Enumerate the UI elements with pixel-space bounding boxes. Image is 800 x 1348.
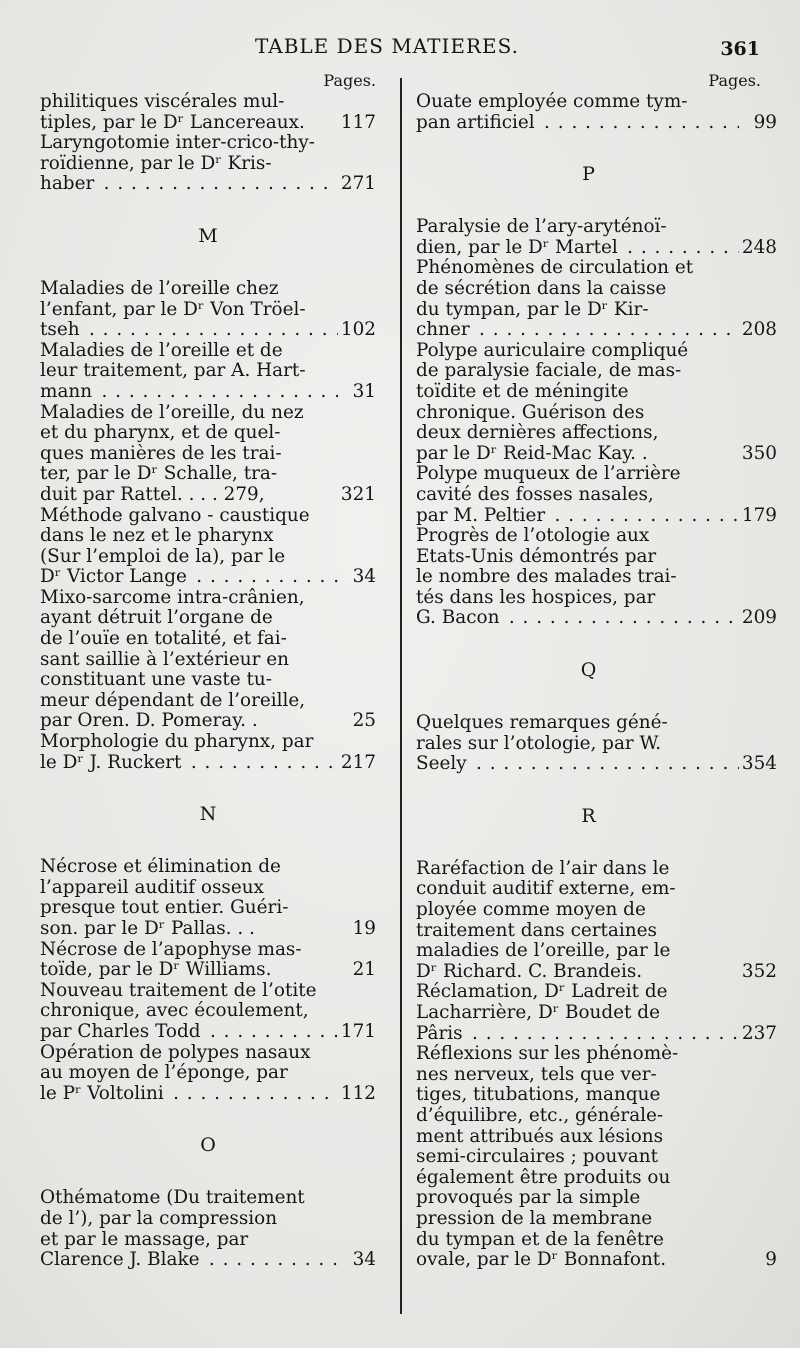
entry-page-number: 25	[352, 710, 376, 732]
entry-line: de l’), par la compression	[40, 1207, 278, 1229]
entry-last-line	[40, 1082, 376, 1105]
entry-line: semi-circulaires ; pouvant	[416, 1146, 658, 1168]
section-letter-p: P	[582, 163, 595, 186]
section-letter-q: Q	[580, 659, 597, 682]
entry-page-number: 9	[765, 1249, 777, 1271]
entry-line: Méthode galvano - caustique	[40, 504, 310, 526]
entry-line: presque tout entier. Guéri-	[40, 897, 289, 919]
dot-leader	[205, 1022, 338, 1043]
section-letter-r: R	[581, 804, 596, 827]
entry-line: Etats-Unis démontrés par	[416, 545, 657, 567]
index-entry	[416, 525, 777, 629]
index-entry	[416, 339, 777, 465]
entry-line: et du pharynx, et de quel-	[40, 422, 281, 444]
entry-line: toïdite et de méningite	[416, 380, 629, 402]
index-entry	[40, 92, 376, 133]
entry-last-line	[416, 960, 777, 983]
dot-leader	[471, 754, 739, 775]
entry-group	[416, 91, 777, 133]
index-entry	[416, 712, 777, 775]
entry-page-number: 117	[340, 111, 376, 133]
entry-last-text: chner	[416, 319, 470, 341]
entry-line: Lacharrière, Dʳ Boudet de	[416, 1002, 660, 1023]
entry-line: chronique. Guérison des	[416, 401, 645, 423]
entry-line: Maladies de l’oreille chez	[40, 277, 279, 299]
entry-last-text: par M. Peltier	[416, 504, 546, 526]
index-entry	[40, 588, 376, 732]
entry-line: chronique, avec écoulement,	[40, 1000, 309, 1022]
entry-line: Maladies de l’oreille, du nez	[40, 401, 304, 423]
entry-last-line	[416, 111, 777, 134]
dot-leader	[96, 382, 338, 403]
entry-last-text: Pâris	[416, 1022, 463, 1044]
entry-last-text: haber	[40, 173, 95, 195]
entry-page-number: 99	[753, 111, 777, 133]
index-entry	[40, 1043, 376, 1105]
entry-last-text: Clarence J. Blake	[40, 1249, 200, 1271]
entry-last-line	[40, 1249, 376, 1271]
index-entry	[416, 216, 777, 258]
entry-group	[40, 857, 376, 1104]
entry-page-number: 112	[340, 1082, 376, 1104]
entry-line: ques manières de les trai-	[40, 442, 282, 464]
entry-line: l’enfant, par le Dʳ Von Tröel-	[40, 298, 306, 320]
entry-line: leur traitement, par A. Hart-	[40, 360, 306, 382]
dot-leader	[474, 320, 739, 341]
index-entry	[40, 857, 376, 939]
entry-line: dans le nez et le pharynx	[40, 525, 274, 547]
dot-leader	[191, 567, 338, 588]
entry-line: provoqués par la simple	[416, 1187, 641, 1209]
entry-page-number: 102	[340, 319, 376, 341]
entry-line: de paralysie faciale, de mas-	[416, 360, 682, 382]
entry-line: philitiques viscérales mul-	[40, 91, 285, 112]
entry-line: Raréfaction de l’air dans le	[416, 857, 670, 879]
entry-line: Quelques remarques géné-	[416, 712, 668, 734]
entry-last-text: Dʳ Richard. C. Brandeis.	[416, 960, 643, 982]
entry-last-line	[416, 442, 777, 465]
index-entry	[40, 403, 376, 506]
entry-last-text: le Pʳ Voltolini	[40, 1082, 164, 1104]
index-entry	[40, 506, 376, 588]
entry-line: conduit auditif externe, em-	[416, 878, 676, 900]
entry-group	[416, 712, 777, 775]
entry-line: l’appareil auditif osseux	[40, 876, 264, 898]
index-entry	[416, 857, 777, 983]
entry-line: Progrès de l’otologie aux	[416, 525, 650, 547]
entry-line: ment attribués aux lésions	[416, 1125, 664, 1147]
entry-line: constituant une vaste tu-	[40, 669, 272, 691]
entry-line: Polype auriculaire compliqué	[416, 339, 689, 361]
entry-line: et par le massage, par	[40, 1228, 249, 1250]
entry-group	[416, 857, 777, 1271]
entry-last-text: toïde, par le Dʳ Williams.	[40, 959, 272, 981]
dot-leader	[204, 1250, 339, 1271]
entry-last-line	[416, 1022, 777, 1045]
entry-last-line	[40, 111, 376, 134]
entry-group	[40, 279, 376, 773]
entry-page-number: 21	[352, 959, 376, 981]
dot-leader	[84, 320, 338, 341]
entry-last-line	[416, 607, 777, 629]
entry-last-line	[40, 319, 376, 341]
entry-line: Morphologie du pharynx, par	[40, 731, 314, 753]
entry-line: Phénomènes de circulation et	[416, 257, 694, 279]
entry-last-line	[40, 483, 376, 506]
index-entry	[416, 463, 777, 526]
entry-line: roïdienne, par le Dʳ Kris-	[40, 152, 272, 174]
entry-last-line	[416, 236, 777, 259]
entry-line: nes nerveux, tels que ver-	[416, 1063, 657, 1085]
entry-last-text: dien, par le Dʳ Martel	[416, 236, 618, 258]
entry-page-number: 209	[741, 607, 777, 629]
section-letter-m: M	[198, 224, 218, 247]
entry-page-number: 352	[741, 960, 777, 982]
entry-last-line	[40, 959, 376, 981]
entry-last-line	[40, 918, 376, 940]
entry-line: tés dans les hospices, par	[416, 586, 656, 608]
entry-page-number: 19	[352, 918, 376, 939]
entry-last-text: par Oren. D. Pomeray. .	[40, 710, 258, 732]
entry-last-text: Seely	[416, 753, 467, 775]
entry-page-number: 350	[741, 442, 777, 464]
entry-line: de sécrétion dans la caisse	[416, 277, 667, 299]
section-letter-n: N	[199, 803, 217, 826]
section-letter-o: O	[200, 1134, 216, 1157]
entry-line: de l’ouïe en totalité, et fai-	[40, 628, 287, 650]
entry-line: cavité des fosses nasales,	[416, 483, 654, 505]
entry-page-number: 217	[340, 751, 376, 773]
entry-last-line	[40, 380, 376, 403]
dot-leader	[503, 608, 739, 629]
entry-line: Paralysie de l’ary-aryténoï-	[416, 216, 667, 238]
pages-label: Pages.	[323, 71, 376, 90]
pages-label: Pages.	[708, 71, 761, 90]
entry-line: deux dernières affections,	[416, 422, 659, 444]
index-entry	[40, 1188, 376, 1270]
entry-last-line	[416, 504, 777, 527]
entry-page-number: 321	[340, 483, 376, 505]
entry-page-number: 171	[340, 1020, 376, 1042]
dot-leader	[98, 174, 338, 195]
entry-line: Polype muqueux de l’arrière	[416, 463, 681, 485]
entry-line: Laryngotomie inter-crico-thy-	[40, 132, 315, 154]
entry-line: du tympan, par le Dʳ Kir-	[416, 298, 649, 320]
entry-last-text: le Dʳ J. Ruckert	[40, 751, 182, 773]
entry-page-number: 248	[741, 236, 777, 258]
entry-last-text: ovale, par le Dʳ Bonnafont.	[416, 1249, 667, 1271]
entry-last-line	[40, 751, 376, 774]
dot-leader	[185, 753, 338, 774]
entry-line: Maladies de l’oreille et de	[40, 339, 283, 361]
entry-last-text: G. Bacon	[416, 607, 500, 629]
entry-line: Réflexions sur les phénomè-	[416, 1043, 679, 1065]
index-entry	[40, 133, 376, 195]
entry-line: au moyen de l’éponge, par	[40, 1062, 288, 1084]
running-title: TABLE DES MATIERES.	[255, 34, 519, 58]
index-entry	[416, 91, 777, 133]
entry-line: Nouveau traitement de l’otite	[40, 979, 317, 1001]
left-column	[40, 70, 376, 1271]
entry-line: meur dépendant de l’oreille,	[40, 689, 306, 711]
entry-line: Opération de polypes nasaux	[40, 1041, 311, 1063]
entry-page-number: 34	[352, 1249, 376, 1271]
entry-page-number: 31	[352, 380, 376, 402]
entry-last-text: mann	[40, 380, 93, 402]
entry-line: Ouate employée comme tym-	[416, 91, 688, 112]
entry-last-line	[416, 1249, 777, 1271]
entry-line: (Sur l’emploi de la), par le	[40, 545, 286, 567]
entry-last-text: par le Dʳ Reid-Mac Kay. .	[416, 442, 648, 464]
entry-last-line	[416, 319, 777, 341]
entry-line: Réclamation, Dʳ Ladreit de	[416, 981, 668, 1003]
entry-group	[40, 1188, 376, 1270]
entry-last-text: son. par le Dʳ Pallas. . .	[40, 918, 255, 939]
entry-line: également être produits ou	[416, 1166, 671, 1188]
index-entry	[416, 257, 777, 341]
entry-last-line	[416, 753, 777, 775]
entry-page-number: 271	[340, 173, 376, 195]
entry-line: Nécrose de l’apophyse mas-	[40, 938, 302, 960]
entry-last-text: tiples, par le Dʳ Lancereaux.	[40, 111, 305, 133]
index-entry	[40, 981, 376, 1043]
entry-line: d’équilibre, etc., générale-	[416, 1104, 664, 1126]
entry-line: le nombre des malades trai-	[416, 566, 677, 588]
index-entry	[40, 341, 376, 403]
dot-leader	[467, 1024, 739, 1045]
dot-leader	[549, 506, 739, 527]
entry-line: rales sur l’otologie, par W.	[416, 732, 662, 754]
entry-page-number: 208	[741, 319, 777, 341]
index-entry	[416, 1043, 777, 1271]
entry-last-text: Dʳ Victor Lange	[40, 566, 187, 588]
entry-last-text: duit par Rattel. . . . 279,	[40, 483, 265, 505]
index-entry	[40, 940, 376, 981]
entry-line: du tympan et de la fenêtre	[416, 1228, 664, 1250]
index-entry	[416, 981, 777, 1044]
index-entry	[40, 732, 376, 773]
entry-page-number: 34	[352, 566, 376, 588]
dot-leader	[539, 113, 739, 134]
entry-group	[40, 92, 376, 195]
entry-group	[416, 216, 777, 629]
entry-line: pression de la membrane	[416, 1207, 653, 1229]
entry-line: ter, par le Dʳ Schalle, tra-	[40, 463, 278, 485]
entry-page-number: 179	[741, 504, 777, 526]
entry-last-text: pan artificiel	[416, 111, 535, 133]
entry-page-number: 354	[741, 753, 777, 775]
dot-leader	[622, 238, 739, 259]
dot-leader	[168, 1084, 338, 1105]
entry-line: Nécrose et élimination de	[40, 856, 281, 878]
entry-last-line	[40, 173, 376, 195]
entry-last-text: tseh	[40, 319, 80, 341]
entry-line: sant saillie à l’extérieur en	[40, 648, 289, 670]
entry-line: traitement dans certaines	[416, 919, 657, 941]
entry-page-number: 237	[741, 1022, 777, 1044]
index-entry	[40, 279, 376, 341]
right-column	[416, 70, 777, 1271]
entry-line: Othématome (Du traitement	[40, 1187, 305, 1209]
entry-last-line	[40, 710, 376, 732]
entry-last-line	[40, 566, 376, 588]
entry-last-line	[40, 1020, 376, 1043]
page-number: 361	[720, 38, 760, 60]
entry-line: tiges, titubations, manque	[416, 1084, 661, 1106]
entry-line: ployée comme moyen de	[416, 899, 646, 921]
entry-line: maladies de l’oreille, par le	[416, 940, 671, 962]
entry-line: ayant détruit l’organe de	[40, 607, 273, 629]
column-divider	[400, 78, 402, 1314]
entry-line: Mixo-sarcome intra-crânien,	[40, 586, 305, 608]
entry-last-text: par Charles Todd	[40, 1020, 201, 1042]
